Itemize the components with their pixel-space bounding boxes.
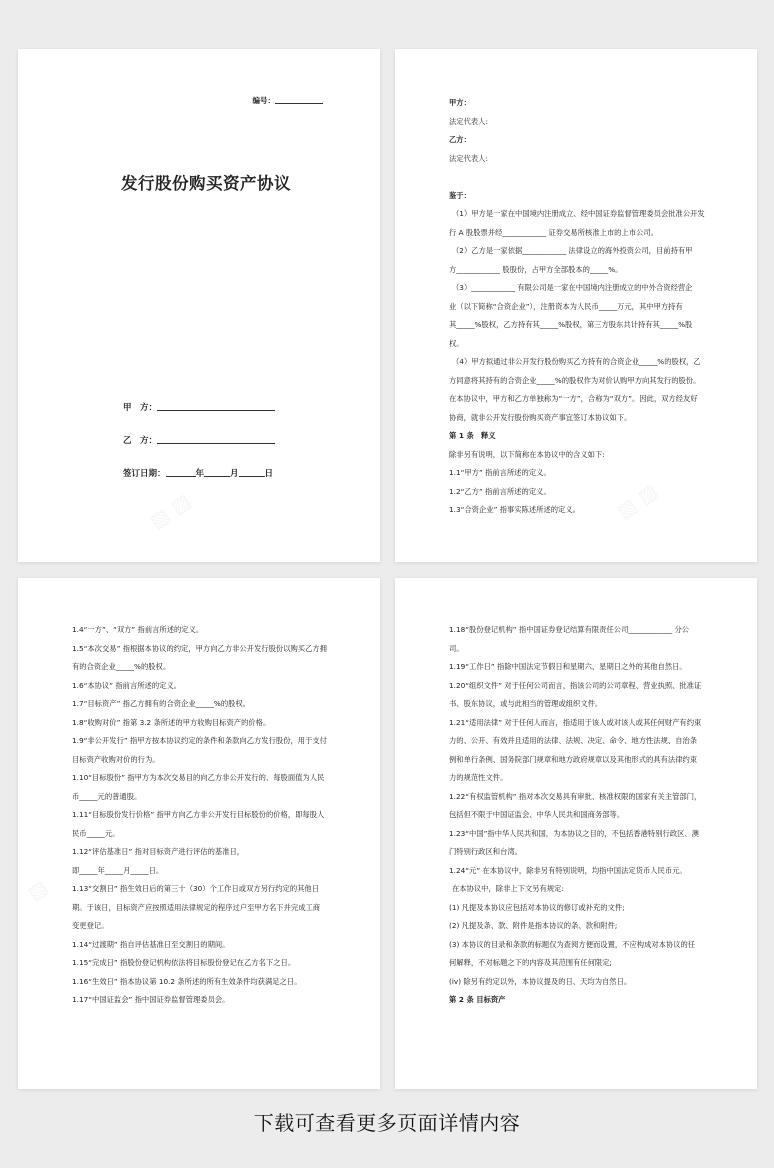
document-title: 发行股份购买资产协议	[121, 174, 291, 193]
text-line	[449, 168, 709, 187]
text-line: (2) 凡提及条、款、附件是指本协议的条、款和附件;	[449, 921, 618, 930]
text-line: 第 1 条 释义	[449, 431, 496, 440]
text-line: 1.2“乙方” 指前言所述的定义。	[449, 486, 551, 496]
text-line: 目标资产收购对价的行为。	[72, 754, 160, 764]
text-line: 1.16“生效日” 指本协议第 10.2 条所述的所有生效条件均获满足之日。	[72, 976, 302, 986]
document-page-3	[18, 578, 380, 1089]
text-line: 币_____元的普通股。	[72, 791, 142, 801]
text-line: （2）乙方是一家依据____________ 法律设立的海外投资公司，目前持有甲	[452, 246, 693, 255]
text-line: 力的规范性文件。	[449, 773, 508, 782]
text-line: 除非另有说明，以下简称在本协议中的含义如下:	[449, 449, 605, 459]
text-line: 方同意将其持有的合资企业_____%的股权作为对价认购甲方向其发行的股份。	[449, 375, 701, 385]
cover-page	[18, 49, 380, 562]
text-line: 1.19“工作日” 指除中国法定节假日和星期六、星期日之外的其他自然日。	[449, 662, 687, 671]
text-line: 权。	[449, 338, 464, 348]
text-line: 业（以下简称“合资企业”），注册资本为人民币_____万元，其中甲方持有	[449, 301, 683, 311]
text-line: 包括但不限于中国证监会、中华人民共和国商务部等。	[449, 810, 625, 819]
text-line: 1.15“完成日” 指股份登记机构依法将目标股份登记在乙方名下之日。	[72, 958, 296, 967]
contract-number: 编号：	[253, 94, 324, 106]
text-line: 1.10“目标股份” 指甲方为本次交易目的向乙方非公开发行的、每股面值为人民	[72, 773, 325, 782]
text-line: 1.5“本次交易” 指根据本协议的约定，甲方向乙方非公开发行股份以购买乙方拥	[72, 643, 327, 653]
text-line: 方____________ 股股份，占甲方全部股本的_____%。	[449, 264, 623, 274]
text-line: 1.13“交割日” 指生效日后的第三十（30）个工作日或双方另行约定的其他日	[72, 884, 320, 893]
text-line: 1.4“一方”、“双方” 指前言所述的定义。	[72, 625, 204, 634]
watermark-mark	[23, 875, 52, 906]
text-line: 法定代表人:	[449, 116, 488, 126]
document-page-2	[395, 49, 757, 562]
text-line: （1）甲方是一家在中国境内注册成立、经中国证券监督管理委员会批准公开发	[452, 209, 705, 218]
text-line: 第 2 条 目标资产	[449, 995, 506, 1004]
text-line: 例和单行条例、国务院部门规章和地方政府规章以及其他形式的具有法律约束	[449, 754, 698, 764]
text-line: 变更登记。	[72, 921, 109, 930]
text-line: 1.1“甲方” 指前言所述的定义。	[449, 468, 551, 477]
text-line: 1.20“组织文件” 对于任何公司而言，指该公司的公司章程、营业执照、批准证	[449, 680, 702, 690]
text-line: 1.17“中国证监会” 指中国证券监督管理委员会。	[72, 995, 230, 1004]
party-b-signature: 乙 方：	[123, 434, 275, 446]
page-2-text	[449, 94, 709, 520]
page-4-text	[449, 621, 709, 1010]
text-line: 1.22“有权监管机构” 指对本次交易具有审批、核准权限的国家有关主管部门，	[449, 791, 702, 801]
watermark-mark	[145, 489, 195, 534]
text-line: 即_____年_____月_____日。	[72, 865, 164, 875]
download-more-caption: 下载可查看更多页面详情内容	[253, 1111, 521, 1135]
text-line: 1.8“收购对价” 指第 3.2 条所述的甲方收购目标资产的价格。	[72, 717, 271, 727]
text-line: 门特别行政区和台湾。	[449, 847, 522, 856]
document-page-4	[395, 578, 757, 1089]
text-line: 乙方：	[449, 135, 471, 144]
text-line: (3) 本协议的目录和条款的标题仅为查阅方便而设置，不应构成对本协议的任	[449, 939, 696, 949]
text-line: 1.9“非公开发行” 指甲方按本协议约定的条件和条款向乙方发行股份，用于支付	[72, 736, 327, 745]
text-line: 协商，就非公开发行股份购买资产事宜签订本协议如下。	[449, 412, 632, 422]
page-3-text	[72, 621, 332, 1010]
text-line: 司。	[449, 643, 464, 653]
text-line: 有的合资企业_____%的股权。	[72, 662, 171, 671]
text-line: 1.7“目标资产” 指乙方拥有的合资企业_____%的股权。	[72, 699, 251, 708]
text-line: 鉴于：	[449, 190, 471, 200]
text-line: 1.11“目标股份发行价格” 指甲方向乙方非公开发行目标股份的价格，即每股人	[72, 810, 325, 819]
text-line: 甲方：	[449, 98, 471, 107]
text-line: 民币_____元。	[72, 828, 120, 838]
party-a-signature: 甲 方：	[123, 401, 275, 413]
text-line: 期。于该日，目标资产应按照适用法律规定的程序过户至甲方名下并完成工商	[72, 902, 321, 912]
text-line: (1) 凡提及本协议应包括对本协议的修订或补充的文件;	[449, 902, 625, 912]
text-line: 1.23“中国”指中华人民共和国，为本协议之目的，不包括香港特别行政区、澳	[449, 828, 700, 838]
text-line: 1.18“股份登记机构” 指中国证券登记结算有限责任公司____________ 分公	[449, 625, 690, 634]
text-line: 1.12“评估基准日” 指对目标资产进行评估的基准日，	[72, 847, 245, 856]
text-line: 1.14“过渡期” 指自评估基准日至交割日的期间。	[72, 939, 230, 949]
text-line: 1.21“适用法律” 对于任何人而言，指适用于该人或对该人或其任何财产有约束	[449, 717, 702, 727]
text-line: （3）____________ 有限公司是一家在中国境内注册成立的中外合资经营企	[452, 283, 693, 292]
text-line: 行 A 股股票并经____________ 证券交易所核准上市的上市公司。	[449, 227, 658, 237]
text-line: 在本协议中，甲方和乙方单独称为“一方”，合称为“双方”。因此，双方经友好	[449, 394, 698, 403]
text-line: 在本协议中，除非上下文另有规定:	[452, 884, 564, 893]
text-line: 1.3“合资企业” 指事实陈述所述的定义。	[449, 505, 580, 514]
text-line: 何解释，不对标题之下的内容及其范围有任何限定;	[449, 958, 612, 967]
text-line: 1.24“元” 在本协议中，除非另有特别说明，均指中国法定货币人民币元。	[449, 865, 687, 875]
text-line: 1.6“本协议” 指前言所述的定义。	[72, 680, 182, 690]
text-line: 法定代表人:	[449, 153, 488, 163]
text-line: （4）甲方拟通过非公开发行股份购买乙方持有的合资企业_____%的股权，乙	[452, 357, 701, 366]
text-line: 其_____%股权，乙方持有其_____%股权，第三方股东共计持有其_____%股	[449, 320, 693, 329]
sign-date: 签订日期： 年 月 日	[123, 469, 274, 479]
text-line: 力的、公开、有效并且适用的法律、法规、决定、命令、地方性法规、自治条	[449, 736, 698, 745]
text-line: 书、股东协议，或与此相当的管理或组织文件。	[449, 699, 603, 708]
text-line: (iv) 除另有约定以外，本协议提及的日、天均为自然日。	[449, 976, 632, 986]
